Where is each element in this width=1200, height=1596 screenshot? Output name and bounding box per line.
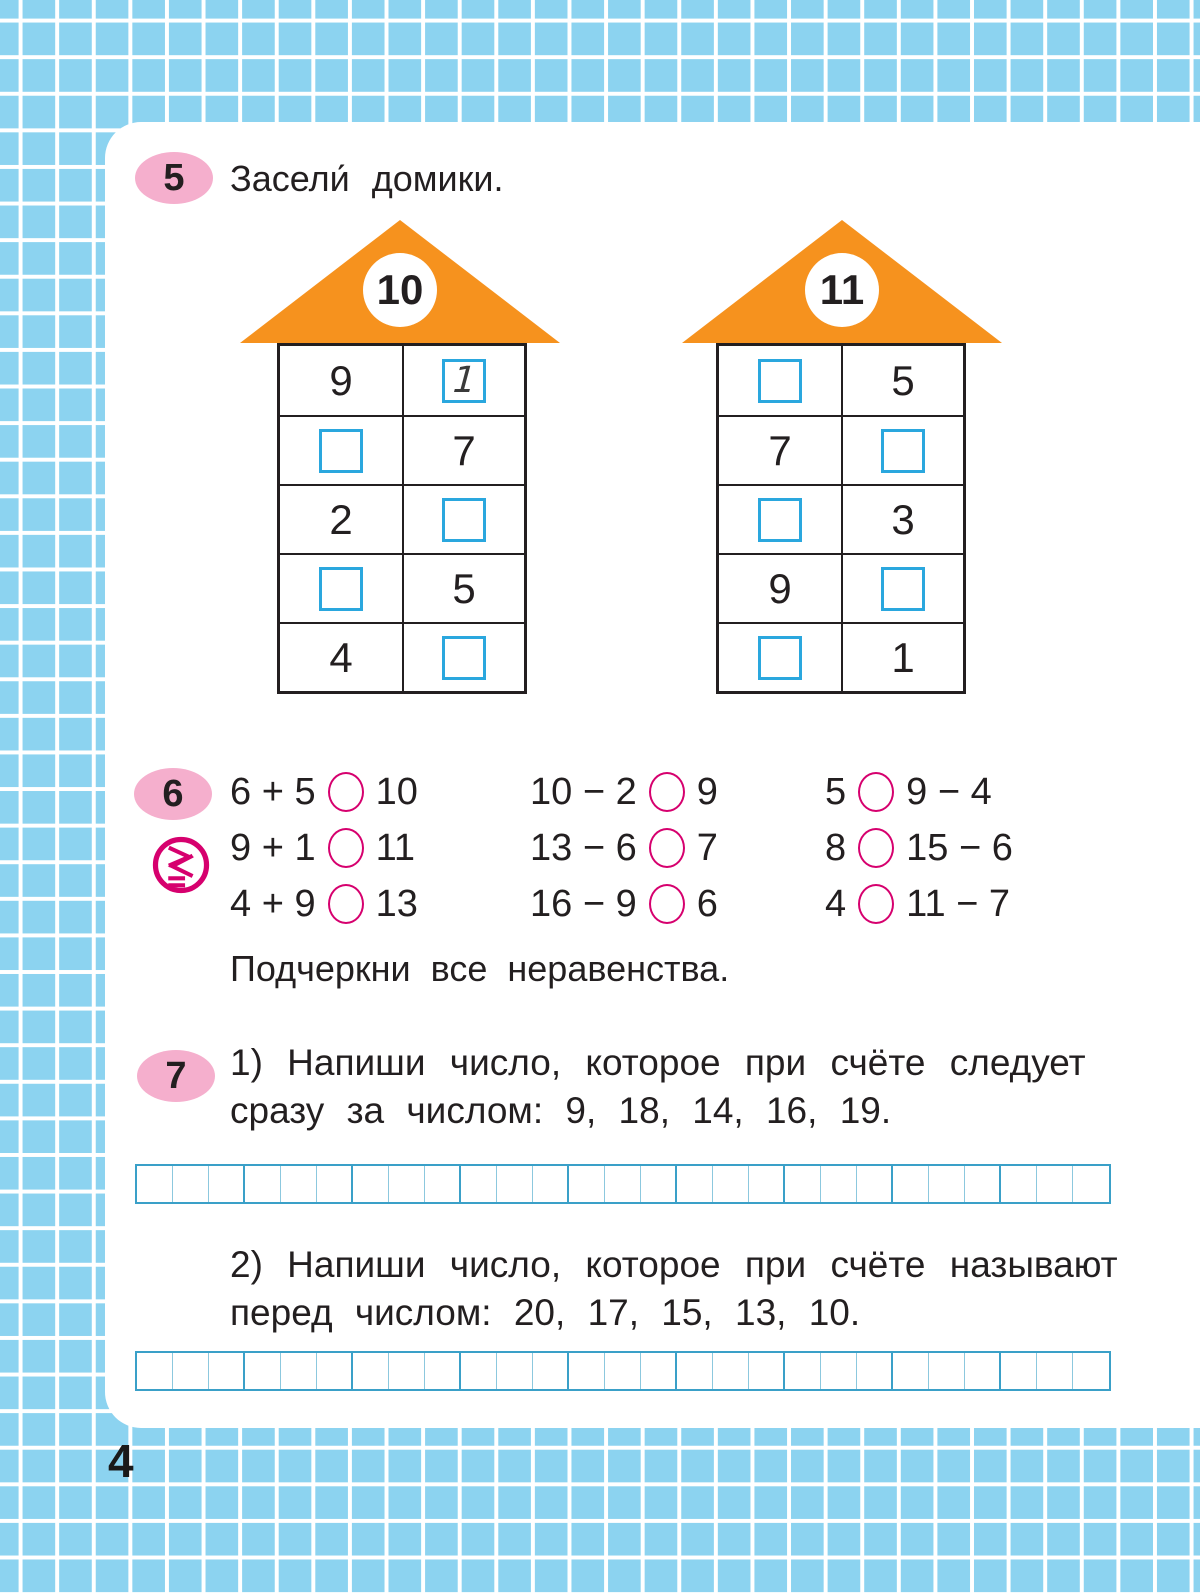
comparison-circle[interactable] (328, 828, 364, 868)
house-10-roof-number: 10 (363, 253, 437, 327)
grid-cell[interactable] (281, 1166, 317, 1202)
answer-box[interactable] (442, 636, 486, 680)
table-row (280, 346, 524, 415)
table-row (719, 484, 963, 553)
house-10-table (277, 343, 527, 694)
grid-cell[interactable] (929, 1353, 965, 1389)
grid-cell[interactable] (353, 1353, 389, 1389)
comparison-item (230, 827, 415, 870)
grid-cell[interactable] (1001, 1166, 1037, 1202)
grid-cell[interactable] (353, 1166, 389, 1202)
expression-right: 9 (696, 770, 718, 813)
number-cell: 1 (841, 624, 963, 691)
grid-cell[interactable] (281, 1353, 317, 1389)
comparison-item (530, 883, 718, 926)
table-row (280, 484, 524, 553)
expression-left: 5 (825, 770, 847, 813)
expression-left: 16 − 9 (530, 882, 637, 925)
answer-cell (841, 417, 963, 484)
grid-cell[interactable] (137, 1166, 173, 1202)
grid-cell[interactable] (929, 1166, 965, 1202)
table-row (280, 553, 524, 622)
table-row (719, 622, 963, 691)
comparison-item (825, 883, 1010, 926)
grid-cell[interactable] (245, 1166, 281, 1202)
task-6-badge: 6 (134, 768, 212, 820)
table-row (719, 346, 963, 415)
expression-right: 10 (375, 770, 418, 813)
grid-cell[interactable] (1001, 1353, 1037, 1389)
grid-cell[interactable] (209, 1166, 245, 1202)
comparison-circle[interactable] (649, 828, 685, 868)
house-11-table (716, 343, 966, 694)
number-cell: 2 (329, 495, 353, 543)
comparison-item (530, 771, 718, 814)
grid-cell[interactable] (209, 1353, 245, 1389)
task-5-title: Засели́ домики. (230, 158, 504, 199)
answer-cell (719, 486, 841, 553)
answer-box[interactable] (319, 567, 363, 611)
grid-cell[interactable] (497, 1166, 533, 1202)
task-7-part2-line1: 2) Напиши число, которое при счёте называют (230, 1244, 1118, 1285)
grid-cell[interactable] (389, 1353, 425, 1389)
table-row (719, 415, 963, 484)
answer-cell (841, 555, 963, 622)
page-number: 4 (108, 1435, 134, 1487)
answer-cell (280, 555, 402, 622)
grid-cell[interactable] (569, 1353, 605, 1389)
expression-left: 13 − 6 (530, 826, 637, 869)
answer-cell (402, 486, 524, 553)
grid-cell[interactable] (605, 1353, 641, 1389)
task-7-part1-line1: 1) Напиши число, которое при счёте следует (230, 1042, 1086, 1083)
greater-less-equal-icon (152, 836, 210, 894)
comparison-item (230, 883, 418, 926)
answer-box[interactable] (881, 429, 925, 473)
grid-cell[interactable] (173, 1353, 209, 1389)
expression-right: 15 − 6 (906, 826, 1013, 869)
expression-right: 6 (696, 882, 718, 925)
grid-cell[interactable] (857, 1353, 893, 1389)
answer-box[interactable] (881, 567, 925, 611)
comparison-circle[interactable] (858, 828, 894, 868)
number-cell: 5 (841, 346, 963, 415)
answer-grid-row-2[interactable] (135, 1351, 1111, 1391)
number-cell: 4 (329, 633, 353, 681)
grid-cell[interactable] (533, 1353, 569, 1389)
answer-box[interactable] (758, 359, 802, 403)
grid-cell[interactable] (821, 1166, 857, 1202)
comparison-circle[interactable] (328, 772, 364, 812)
grid-cell[interactable] (965, 1166, 1001, 1202)
number-cell: 9 (768, 564, 792, 612)
grid-cell[interactable] (425, 1353, 461, 1389)
house-11-roof-number: 11 (805, 253, 879, 327)
grid-cell[interactable] (821, 1353, 857, 1389)
grid-cell[interactable] (605, 1166, 641, 1202)
grid-cell[interactable] (713, 1166, 749, 1202)
grid-cell[interactable] (425, 1166, 461, 1202)
expression-left: 4 + 9 (230, 882, 316, 925)
answer-cell (719, 624, 841, 691)
grid-cell[interactable] (173, 1166, 209, 1202)
task-5-badge: 5 (135, 152, 213, 204)
comparison-circle[interactable] (649, 884, 685, 924)
number-cell: 7 (768, 426, 792, 474)
comparison-circle[interactable] (328, 884, 364, 924)
answer-box[interactable] (319, 429, 363, 473)
grid-cell[interactable] (533, 1166, 569, 1202)
number-cell: 3 (841, 486, 963, 553)
comparison-item (825, 827, 1013, 870)
table-row (280, 415, 524, 484)
expression-left: 6 + 5 (230, 770, 316, 813)
answer-cell (280, 417, 402, 484)
answer-grid-row-1[interactable] (135, 1164, 1111, 1204)
answer-box[interactable] (442, 359, 486, 403)
grid-cell[interactable] (1037, 1353, 1073, 1389)
grid-cell[interactable] (641, 1166, 677, 1202)
grid-cell[interactable] (893, 1166, 929, 1202)
grid-cell[interactable] (461, 1166, 497, 1202)
expression-right: 9 − 4 (906, 770, 992, 813)
grid-cell[interactable] (785, 1353, 821, 1389)
comparison-item (230, 771, 418, 814)
grid-cell[interactable] (461, 1353, 497, 1389)
grid-cell[interactable] (317, 1353, 353, 1389)
answer-box[interactable] (758, 636, 802, 680)
grid-cell[interactable] (1037, 1166, 1073, 1202)
expression-left: 4 (825, 882, 847, 925)
expression-right: 7 (696, 826, 718, 869)
grid-cell[interactable] (677, 1353, 713, 1389)
grid-cell[interactable] (713, 1353, 749, 1389)
table-row (719, 553, 963, 622)
answer-cell (719, 346, 841, 415)
answer-cell (402, 624, 524, 691)
task-7-badge: 7 (137, 1050, 215, 1102)
handwritten-answer: 1 (451, 360, 477, 401)
number-cell: 7 (402, 417, 524, 484)
grid-cell[interactable] (749, 1166, 785, 1202)
grid-cell[interactable] (965, 1353, 1001, 1389)
grid-cell[interactable] (749, 1353, 785, 1389)
expression-right: 11 (375, 826, 416, 869)
grid-cell[interactable] (137, 1353, 173, 1389)
comparison-item (825, 771, 992, 814)
grid-cell[interactable] (317, 1166, 353, 1202)
answer-box[interactable] (442, 498, 486, 542)
comparison-item (530, 827, 718, 870)
grid-cell[interactable] (497, 1353, 533, 1389)
task-6-note: Подчеркни все неравенства. (230, 948, 730, 989)
expression-left: 9 + 1 (230, 826, 316, 869)
grid-cell[interactable] (785, 1166, 821, 1202)
comparison-circle[interactable] (649, 772, 685, 812)
grid-cell[interactable] (677, 1166, 713, 1202)
expression-right: 11 − 7 (906, 882, 1011, 925)
grid-cell[interactable] (893, 1353, 929, 1389)
grid-cell[interactable] (389, 1166, 425, 1202)
answer-cell (402, 346, 524, 415)
grid-cell[interactable] (641, 1353, 677, 1389)
number-cell: 9 (329, 356, 353, 404)
task-7-part2-line2: перед числом: 20, 17, 15, 13, 10. (230, 1292, 861, 1333)
grid-cell[interactable] (569, 1166, 605, 1202)
grid-cell[interactable] (245, 1353, 281, 1389)
answer-box[interactable] (758, 498, 802, 542)
grid-cell[interactable] (1073, 1353, 1109, 1389)
number-cell: 5 (402, 555, 524, 622)
task-7-part1-line2: сразу за числом: 9, 18, 14, 16, 19. (230, 1090, 892, 1131)
expression-right: 13 (375, 882, 418, 925)
expression-left: 8 (825, 826, 847, 869)
comparison-circle[interactable] (858, 772, 894, 812)
grid-cell[interactable] (1073, 1166, 1109, 1202)
comparison-circle[interactable] (858, 884, 894, 924)
expression-left: 10 − 2 (530, 770, 637, 813)
grid-cell[interactable] (857, 1166, 893, 1202)
table-row (280, 622, 524, 691)
